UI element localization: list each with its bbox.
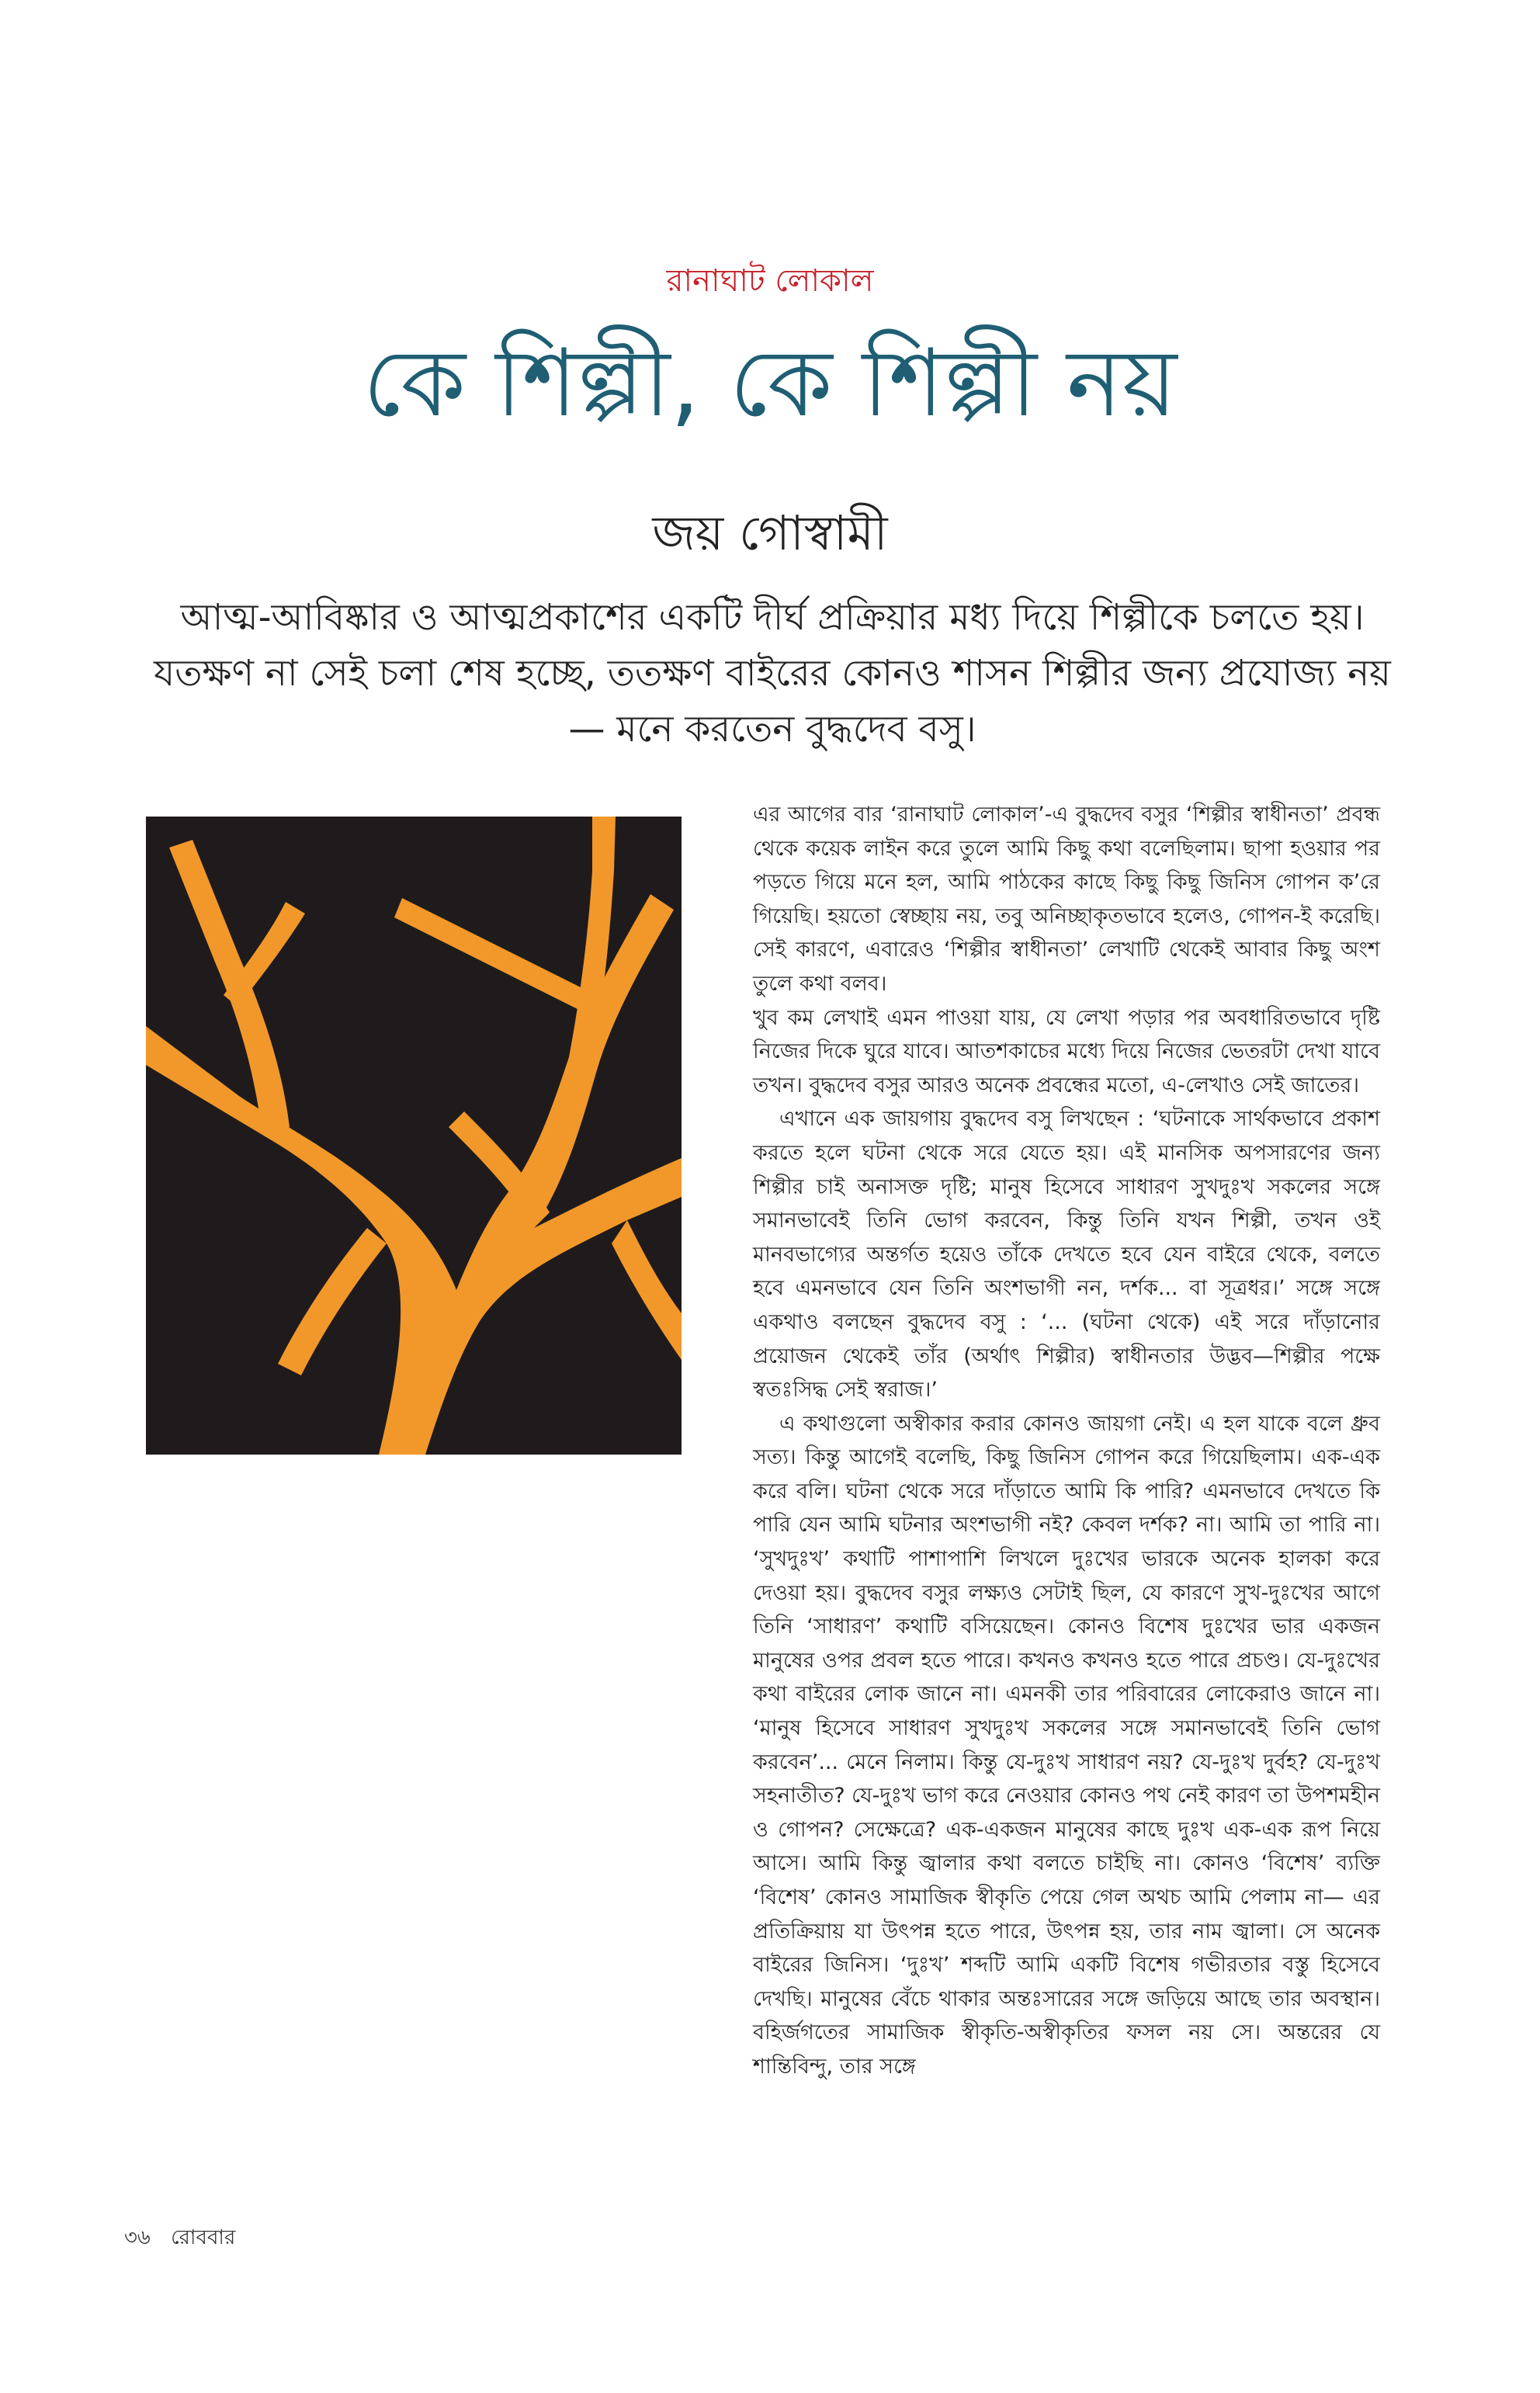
body-paragraph: এর আগের বার ‘রানাঘাট লোকাল’-এ বুদ্ধদেব বসুর ‘শিল্পীর স্বাধীনতা’ প্রবন্ধ থেকে কয়েক লাইন করে তুলে আমি কিছু কথা বলেছিলাম। ছাপা হওয়ার পর পড়তে গিয়ে মনে হল, আমি পাঠকের কাছে কিছু কিছু জিনিস গোপন ক’রে গিয়েছি। হয়তো স্বেচ্ছায় নয়, তবু অনিচ্ছাকৃতভাবে হলেও, গোপন-ই করেছি। সেই কারণে, এবারেও ‘শিল্পীর স্বাধীনতা’ লেখাটি থেকেই আবার কিছু অংশ তুলে কথা বলব। xyxy=(753,803,1380,996)
page-number: ৩৬ xyxy=(124,2226,151,2249)
article-body xyxy=(753,798,1380,2084)
section-kicker: রানাঘাট লোকাল xyxy=(666,263,874,299)
body-paragraph: এ কথাগুলো অস্বীকার করার কোনও জায়গা নেই। এ হল যাকে বলে ধ্রুব সত্য। কিন্তু আগেই বলেছি, কিছু জিনিস গোপন করে গিয়েছিলাম। এক-এক করে বলি। ঘটনা থেকে সরে দাঁড়াতে আমি কি পারি? এমনভাবে দেখতে কি পারি যেন আমি ঘটনার অংশভাগী নই? কেবল দর্শক? না। আমি তা পারি না। ‘সুখদুঃখ’ কথাটি পাশাপাশি লিখলে দুঃখের ভারকে অনেক হালকা করে দেওয়া হয়। বুদ্ধদেব বসুর লক্ষ্যও সেটাই ছিল, যে কারণে সুখ-দুঃখের আগে তিনি ‘সাধারণ’ কথাটি বসিয়েছেন। কোনও বিশেষ দুঃখের ভার একজন মানুষের ওপর প্রবল হতে পারে। কখনও কখনও হতে পারে প্রচণ্ড। যে-দুঃখের কথা বাইরের লোক জানে না। এমনকী তার পরিবারের লোকেরাও জানে না। ‘মানুষ হিসেবে সাধারণ সুখদুঃখ সকলের সঙ্গে সমানভাবেই তিনি ভোগ করবেন’... মেনে নিলাম। কিন্তু যে-দুঃখ সাধারণ নয়? যে-দুঃখ দুর্বহ? যে-দুঃখ সহনাতীত? যে-দুঃখ ভাগ করে নেওয়ার কোনও পথ নেই কারণ তা উপশমহীন ও গোপন? সেক্ষেত্রে? এক-একজন মানুষের কাছে দুঃখ এক-এক রূপ নিয়ে আসে। আমি কিন্তু জ্বালার কথা বলতে চাইছি না। কোনও ‘বিশেষ’ ব্যক্তি ‘বিশেষ’ কোনও সামাজিক স্বীকৃতি পেয়ে গেল অথচ আমি পেলাম না— এর প্রতিক্রিয়ায় যা উৎপন্ন হতে পারে, উৎপন্ন হয়, তার নাম জ্বালা। সে অনেক বাইরের জিনিস। ‘দুঃখ’ শব্দটি আমি একটি বিশেষ গভীরতার বস্তু হিসেবে দেখছি। মানুষের বেঁচে থাকার অন্তঃসারের সঙ্গে জড়িয়ে আছে তার অবস্থান। বহির্জগতের সামাজিক স্বীকৃতি-অস্বীকৃতির ফসল নয় সে। অন্তরের যে শান্তিবিন্দু, তার সঙ্গে xyxy=(753,1411,1380,2079)
publication-name: রোববার xyxy=(171,2226,236,2249)
body-paragraph: খুব কম লেখাই এমন পাওয়া যায়, যে লেখা পড়ার পর অবধারিতভাবে দৃষ্টি নিজের দিকে ঘুরে যাবে। আতশকাচের মধ্যে দিয়ে নিজের ভেতরটা দেখা যাবে তখন। বুদ্ধদেব বসুর আরও অনেক প্রবন্ধের মতো, এ-লেখাও সেই জাতের। xyxy=(753,1005,1380,1098)
tree-branches-illustration xyxy=(146,817,682,1455)
article-title: কে শিল্পী, কে শিল্পী নয় xyxy=(362,330,1178,438)
article-deck: আত্ম-আবিষ্কার ও আত্মপ্রকাশের একটি দীর্ঘ প্রক্রিয়ার মধ্য দিয়ে শিল্পীকে চলতে হয়। যতক্ষণ না সেই চলা শেষ হচ্ছে, ততক্ষণ বাইরের কোনও শাসন শিল্পীর জন্য প্রযোজ্য নয়— মনে করতেন বুদ্ধদেব বসু। xyxy=(154,596,1391,751)
article-author: জয় গোস্বামী xyxy=(652,505,888,561)
tree-branches-svg xyxy=(146,817,682,1455)
page-footer xyxy=(124,2221,249,2256)
body-paragraph: এখানে এক জায়গায় বুদ্ধদেব বসু লিখছেন : ‘ঘটনাকে সার্থকভাবে প্রকাশ করতে হলে ঘটনা থেকে সরে যেতে হয়। এই মানসিক অপসারণের জন্য শিল্পীর চাই অনাসক্ত দৃষ্টি; মানুষ হিসেবে সাধারণ সুখদুঃখ সকলের সঙ্গে সমানভাবেই তিনি ভোগ করবেন, কিন্তু তিনি যখন শিল্পী, তখন ওই মানবভাগ্যের অন্তর্গত হয়েও তাঁকে দেখতে হবে যেন বাইরে থেকে, বলতে হবে এমনভাবে যেন তিনি অংশভাগী নন, দর্শক... বা সূত্রধর।’ সঙ্গে সঙ্গে একথাও বলছেন বুদ্ধদেব বসু : ‘... (ঘটনা থেকে) এই সরে দাঁড়ানোর প্রয়োজন থেকেই তাঁর (অর্থাৎ শিল্পীর) স্বাধীনতার উদ্ভব—শিল্পীর পক্ষে স্বতঃসিদ্ধ সেই স্বরাজ।’ xyxy=(753,1107,1381,1403)
